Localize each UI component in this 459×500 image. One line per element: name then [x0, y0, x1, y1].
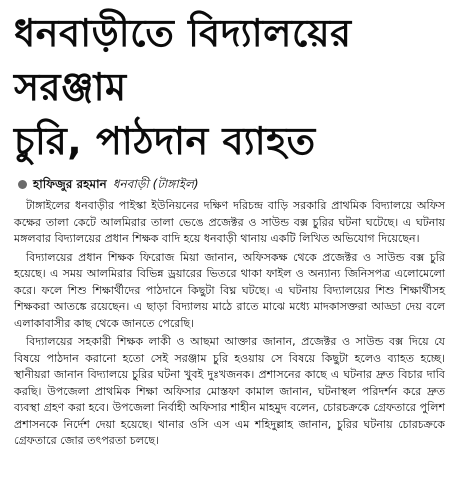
byline	[18, 176, 441, 192]
headline-line-2: চুরি, পাঠদান ব্যাহত	[14, 119, 316, 163]
author-name: হাফিজুর রহমান	[33, 177, 107, 191]
dateline-location: ধনবাড়ী (টাঙ্গাইল)	[112, 177, 199, 191]
headline	[14, 6, 445, 168]
bullet-icon	[18, 180, 27, 189]
paragraph: বিদ্যালয়ের প্রধান শিক্ষক ফিরোজ মিয়া জানান, অফিসকক্ষ থেকে প্রজেক্টর ও সাউন্ড বক্স চুরি হয়েছে। এ সময় আলমিরার বিভিন্ন ড্রয়ারের ভিতরে থাকা ফাইল ও অন্যান্য জিনিসপত্র এলোমেলো করে। ফলে শিশু শিক্ষার্থীদের পাঠদানে কিছুটা বিঘ্ন ঘটছে। এ ঘটনায় বিদ্যালয়ের শিশু শিক্ষার্থীসহ শিক্ষকরা আতঙ্কে রয়েছেন। এ ছাড়া বিদ্যালয় মাঠে রাতে মাঝে মধ্যে মাদকাসক্তরা আড্ডা দেয় বলে এলাকাবাসীর কাছ থেকে জানতে পেরেছি।	[14, 250, 445, 330]
article-body	[14, 198, 445, 450]
headline-line-1: ধনবাড়ীতে বিদ্যালয়ের সরঞ্জাম	[14, 11, 352, 109]
paragraph: টাঙ্গাইলের ধনবাড়ীর পাইস্কা ইউনিয়নের দক্ষিণ দরিচন্দ্র বাড়ি সরকারি প্রাথমিক বিদ্যালয়ে অফিস কক্ষের তালা কেটে আলমিরার তালা ভেঙে প্রজেক্টর ও সাউন্ড বক্স চুরির ঘটনা ঘটেছে। এ ঘটনায় মঙ্গলবার বিদ্যালয়ের প্রধান শিক্ষক বাদি হয়ে ধনবাড়ী থানায় একটি লিখিত অভিযোগ দিয়েছেন।	[14, 199, 445, 245]
paragraph: বিদ্যালয়ের সহকারী শিক্ষক লাকী ও আছমা আক্তার জানান, প্রজেক্টর ও সাউন্ড বক্স দিয়ে যে বিষয়ে পাঠদান করানো হতো সেই সরঞ্জাম চুরি হওয়ায় সে বিষয়ে কিছুটা হলেও ব্যাহত হচ্ছে। স্থানীয়রা জানান বিদ্যালয়ে চুরির ঘটনা খুবই দুঃখজনক। প্রশাসনের কাছে এ ঘটনার দ্রুত বিচার দাবি করছি। উপজেলা প্রাথমিক শিক্ষা অফিসার মোস্তফা কামাল জানান, ঘটনাস্থল পরিদর্শন করে দ্রুত ব্যবস্থা গ্রহণ করা হবে। উপজেলা নির্বাহী অফিসার শাহীন মাহমুদ বলেন, চোরচক্রকে গ্রেফতারে পুলিশ প্রশাসনকে নির্দেশ দেয়া হয়েছে। থানার ওসি এস এম শহিদুল্লাহ জানান, চুরির ঘটনায় চোরচক্রকে গ্রেফতারে জোর তৎপরতা চলছে।	[14, 335, 445, 447]
